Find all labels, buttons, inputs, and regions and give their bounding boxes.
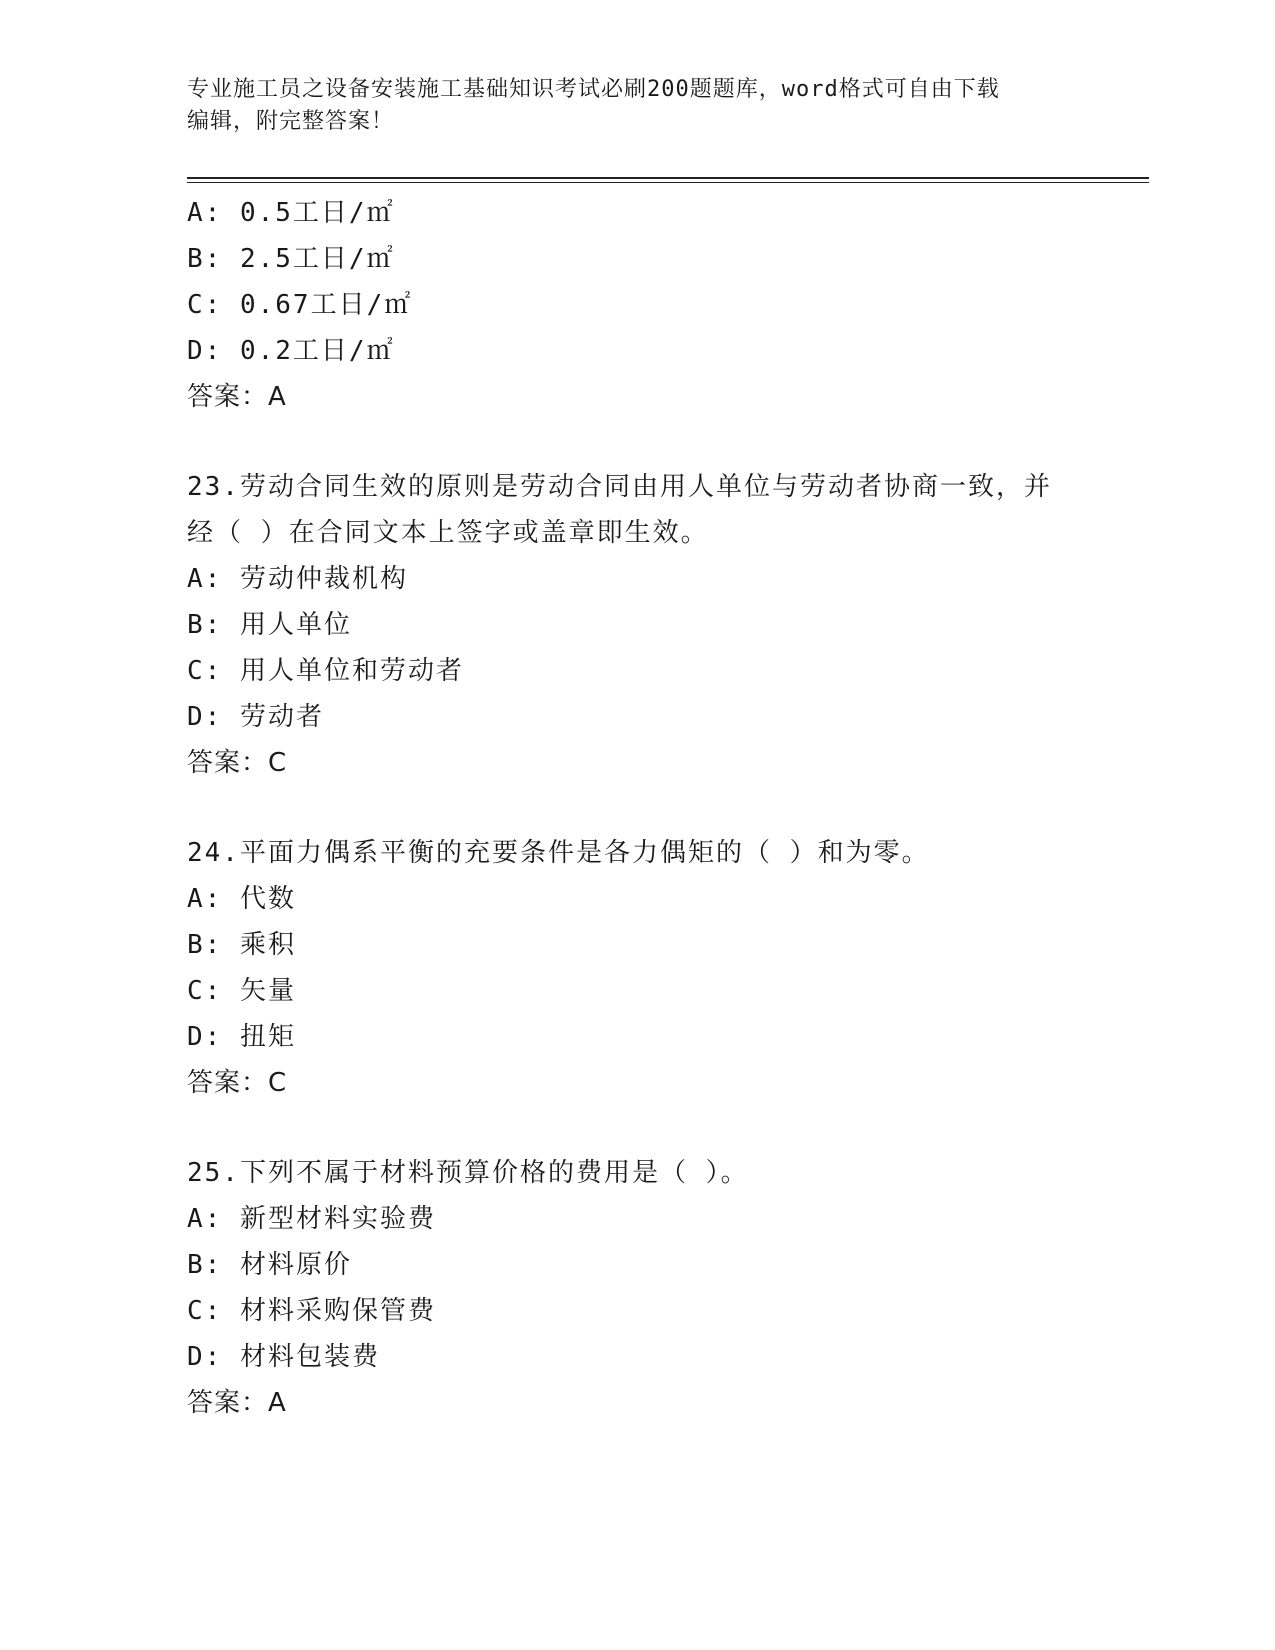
option-c: C: 材料采购保管费	[187, 1296, 436, 1326]
spacer	[187, 420, 1087, 464]
spacer	[187, 1106, 1087, 1150]
option-c: C: 用人单位和劳动者	[187, 656, 464, 686]
option-c: C: 0.67工日/㎡	[187, 290, 413, 320]
option-b: B: 材料原价	[187, 1250, 352, 1280]
question-25	[187, 1150, 1087, 1426]
question-24	[187, 830, 1087, 1106]
question-text-line-1: 23.劳动合同生效的原则是劳动合同由用人单位与劳动者协商一致，并	[187, 472, 1052, 502]
spacer	[187, 786, 1087, 830]
option-c: C: 矢量	[187, 976, 296, 1006]
question-text-line-1: 24.平面力偶系平衡的充要条件是各力偶矩的（ ）和为零。	[187, 838, 930, 868]
question-text-line-2: 经（ ）在合同文本上签字或盖章即生效。	[187, 518, 709, 548]
option-a: A: 新型材料实验费	[187, 1204, 436, 1234]
option-b: B: 用人单位	[187, 610, 352, 640]
answer-line: 答案：A	[187, 382, 287, 412]
question-22	[187, 190, 1087, 420]
document-header	[187, 74, 1067, 138]
header-line-2: 编辑，附完整答案！	[187, 109, 395, 134]
option-d: D: 扭矩	[187, 1022, 296, 1052]
option-d: D: 劳动者	[187, 702, 324, 732]
question-23	[187, 464, 1087, 786]
option-a: A: 劳动仲裁机构	[187, 564, 408, 594]
question-list	[187, 190, 1087, 1426]
answer-line: 答案：C	[187, 1068, 288, 1098]
question-text-line-1: 25.下列不属于材料预算价格的费用是（ ）。	[187, 1158, 749, 1188]
option-b: B: 乘积	[187, 930, 296, 960]
header-divider-thin	[187, 182, 1149, 183]
option-a: A: 0.5工日/㎡	[187, 198, 395, 228]
option-d: D: 0.2工日/㎡	[187, 336, 395, 366]
option-d: D: 材料包装费	[187, 1342, 380, 1372]
option-a: A: 代数	[187, 884, 296, 914]
answer-line: 答案：A	[187, 1388, 287, 1418]
header-line-1: 专业施工员之设备安装施工基础知识考试必刷200题题库，word格式可自由下载	[187, 77, 1000, 102]
answer-line: 答案：C	[187, 748, 288, 778]
option-b: B: 2.5工日/㎡	[187, 244, 395, 274]
header-divider-thick	[187, 177, 1149, 179]
